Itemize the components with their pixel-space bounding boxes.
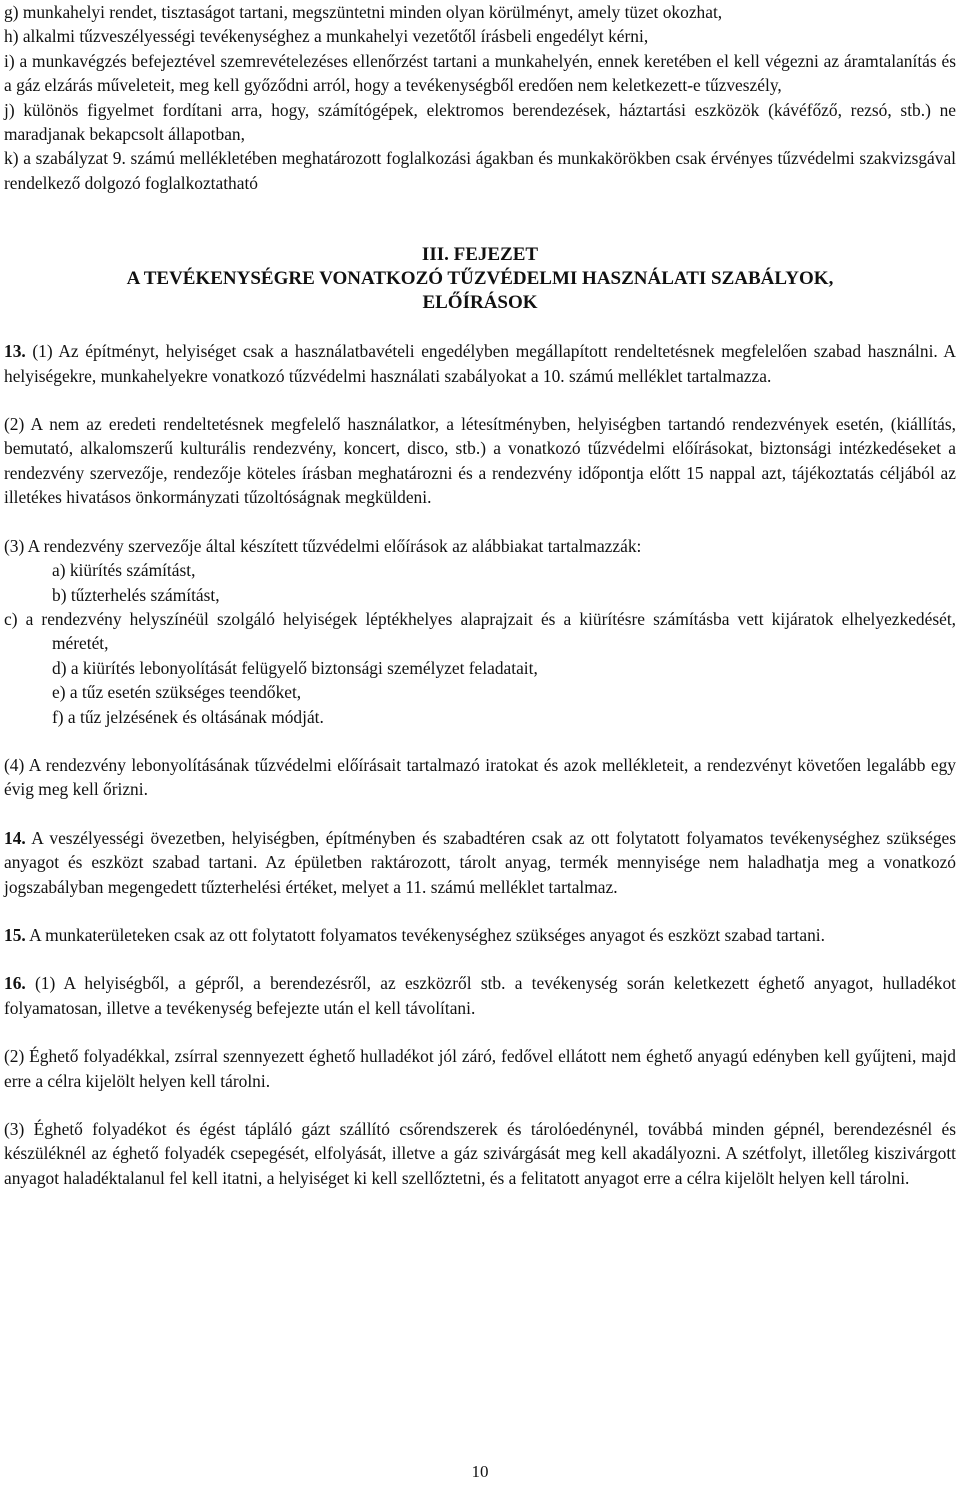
duties-list [4,0,956,195]
section-13-paragraph-2: (2) A nem az eredeti rendeltetésnek megfelelő használatkor, a létesítményben, helyiségben tartandó rendezvények esetén, (kiállítás, bemutató, alkalomszerű kulturális rendezvény, koncert, disco, stb.) a vonatkozó tűzvédelmi előírásokat, biztonsági intézkedéseket a rendezvény szervezője, rendezője köteles írásban meghatározni és a rendezvény időpontja előtt 15 nappal azt, tájékoztatás céljából az illetékes hivatásos önkormányzati tűzoltóságnak megküldeni. [4,414,956,508]
list-item-j: j) különös figyelmet fordítani arra, hogy, számítógépek, elektromos berendezések, háztartási eszközök (kávéfőző, rezsó, stb.) ne maradjanak bekapcsolt állapotban, [4,99,956,145]
requirement-item-f: f) a tűz jelzésének és oltásának módját. [52,706,324,727]
section-16-number: 16. [4,973,26,994]
requirement-item-b: b) tűzterhelés számítást, [52,584,220,605]
page-number: 10 [471,1462,489,1481]
document-page [4,0,956,1190]
section-15-number: 15. [4,924,26,945]
chapter-title-line1: A TEVÉKENYSÉGRE VONATKOZÓ TŰZVÉDELMI HASZNÁLATI SZABÁLYOK, [126,268,834,290]
section-13-number: 13. [4,341,26,362]
section-14-number: 14. [4,827,26,848]
requirement-item-c: c) a rendezvény helyszínéül szolgáló helyiségek léptékhelyes alaprajzait és a kiürítésre számításba vett kijáratok elhelyezkedését, méretét, [4,608,956,654]
section-13-requirements-list [4,558,956,729]
section-16-p1-text: (1) A helyiségből, a gépről, a berendezésről, az eszközről stb. a tevékenység során keletkezett éghető anyagot, hulladékot folyamatosan, illetve a tevékenység befejezte után el kell távolítani. [4,973,956,1018]
section-16-paragraph-1 [4,971,956,1020]
section-16-paragraph-2: (2) Éghető folyadékkal, zsírral szennyezett éghető hulladékot jól záró, fedővel ellátott nem éghető anyagú edényben kell gyűjteni, majd erre a célra kijelölt helyen kell tárolni. [4,1046,956,1091]
list-item-i: i) a munkavégzés befejeztével szemrevételezéses ellenőrzést tartani a munkahelyén, ennek keretében el kell végezni az áramtalanítás és a gáz elzárás műveleteit, meg kell győződni arról, hogy a tevékenységből eredően nem keletkezett-e tűzveszély, [4,50,956,96]
chapter-title-line2: ELŐÍRÁSOK [422,292,538,314]
section-15-text: A munkaterületeken csak az ott folytatott folyamatos tevékenységhez szükséges anyagot és eszközt szabad tartani. [29,924,825,945]
section-16-paragraph-3: (3) Éghető folyadékot és égést tápláló gázt szállító csőrendszerek és tárolóedénynél, továbbá minden gépnél, berendezésnél és készüléknél az éghető folyadék csepegését, elfolyását, illetve a gáz szivárgását meg kell akadályozni. A szétfolyt, illetőleg kiszivárgott anyagot haladéktalanul fel kell itatni, a helyiséget ki kell szellőztetni, és a felitatott anyagot erre a célra kijelölt helyen kell tárolni. [4,1119,956,1188]
section-13-paragraph-4: (4) A rendezvény lebonyolításának tűzvédelmi előírásait tartalmazó iratokat és azok mellékleteit, a rendezvényt követően legalább egy évig meg kell őrizni. [4,754,956,800]
section-14-text: A veszélyességi övezetben, helyiségben, építményben és szabadtéren csak az ott folytatott folyamatos tevékenységhez szükséges anyagot és eszközt szabad tartani. Az épületben raktározott, tárolt anyag, termék mennyisége nem haladhatja meg a vonatkozó jogszabályban megengedett tűzterhelési értéket, melyet a 11. számú melléklet tartalmaz. [4,827,957,897]
section-15-paragraph [4,923,956,947]
requirement-item-d: d) a kiürítés lebonyolítását felügyelő biztonsági személyzet feladatait, [52,657,538,678]
section-13-p1-text: (1) Az építményt, helyiséget csak a használatbavételi engedélyben megállapított rendeltetésnek megfelelően szabad használni. A helyiségekre, munkahelyekre vonatkozó tűzvédelmi használati szabályokat a 10. számú melléklet tartalmazza. [4,341,956,386]
list-item-h: h) alkalmi tűzveszélyességi tevékenységhez a munkahelyi vezetőtől írásbeli engedélyt kérni, [4,26,649,47]
chapter-heading [4,243,956,315]
section-13-paragraph-1 [4,339,956,388]
section-13-paragraph-3-intro: (3) A rendezvény szervezője által készített tűzvédelmi előírások az alábbiakat tartalmazzák: [4,535,642,556]
list-item-g: g) munkahelyi rendet, tisztaságot tartani, megszüntetni minden olyan körülményt, amely tüzet okozhat, [4,2,723,22]
requirement-item-e: e) a tűz esetén szükséges teendőket, [52,682,302,703]
chapter-number: III. FEJEZET [421,244,539,266]
list-item-k: k) a szabályzat 9. számú mellékletében meghatározott foglalkozási ágakban és munkakörökben csak érvényes tűzvédelmi szakvizsgával rendelkező dolgozó foglalkoztatható [4,148,956,193]
requirement-item-a: a) kiürítés számítást, [52,560,196,581]
section-14-paragraph [4,826,956,899]
